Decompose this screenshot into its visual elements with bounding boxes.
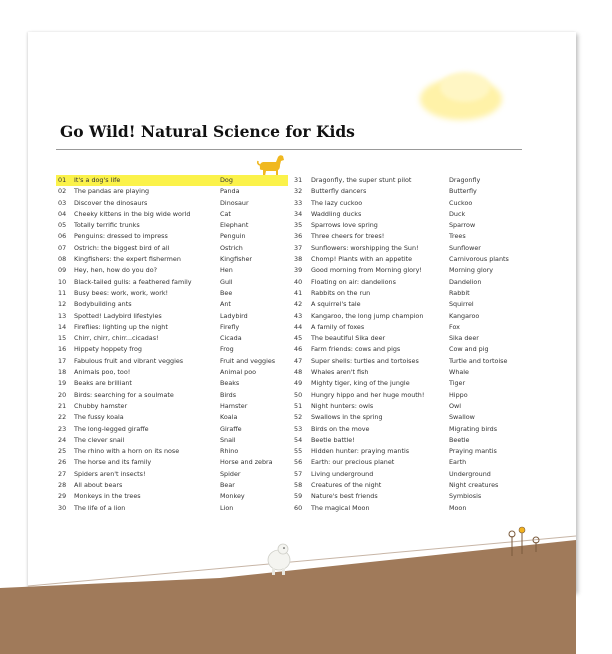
episode-animal: Sika deer bbox=[449, 334, 479, 343]
episode-animal: Ladybird bbox=[220, 311, 248, 320]
episode-title: Monkeys in the trees bbox=[74, 492, 141, 501]
episode-number: 51 bbox=[294, 401, 303, 410]
episode-title: The magical Moon bbox=[311, 503, 370, 512]
episode-animal: Dandelion bbox=[449, 277, 482, 286]
episode-title: Mighty tiger, king of the jungle bbox=[311, 379, 410, 388]
episode-title: The pandas are playing bbox=[74, 187, 150, 196]
episode-title: Beaks are brilliant bbox=[74, 379, 132, 388]
episode-title: Farm friends: cows and pigs bbox=[311, 345, 401, 354]
episode-animal: Elephant bbox=[220, 221, 249, 230]
plants-icon bbox=[504, 526, 548, 558]
episode-number: 30 bbox=[58, 503, 67, 512]
episode-title: Beetle battle! bbox=[311, 435, 355, 444]
episode-title: Waddling ducks bbox=[311, 209, 362, 218]
episode-number: 15 bbox=[58, 334, 67, 343]
episode-animal: Fruit and veggies bbox=[220, 356, 276, 365]
episode-title: Chomp! Plants with an appetite bbox=[311, 255, 413, 264]
episode-number: 38 bbox=[294, 255, 303, 264]
episode-title: Spiders aren't insects! bbox=[74, 469, 146, 478]
episode-title: A family of foxes bbox=[311, 322, 365, 331]
episode-number: 09 bbox=[58, 266, 67, 275]
episode-animal: Squirrel bbox=[449, 300, 474, 309]
episode-animal: Moon bbox=[449, 503, 467, 512]
episode-number: 20 bbox=[58, 390, 67, 399]
episode-animal: Earth bbox=[449, 458, 467, 467]
episode-animal: Duck bbox=[449, 209, 466, 218]
episode-number: 40 bbox=[294, 277, 303, 286]
episode-animal: Symbiosis bbox=[449, 492, 482, 501]
episode-title: Busy bees: work, work, work! bbox=[74, 288, 169, 297]
episode-animal: Firefly bbox=[220, 322, 240, 331]
episode-number: 47 bbox=[294, 356, 303, 365]
episode-number: 57 bbox=[294, 469, 303, 478]
episode-animal: Ant bbox=[220, 300, 231, 309]
episode-animal: Animal poo bbox=[220, 368, 257, 377]
episode-title: Hippety hoppety frog bbox=[74, 345, 142, 354]
episode-number: 24 bbox=[58, 435, 67, 444]
episode-animal: Cow and pig bbox=[449, 345, 489, 354]
episode-title: Three cheers for trees! bbox=[311, 232, 385, 241]
episode-number: 03 bbox=[58, 198, 67, 207]
episode-number: 21 bbox=[58, 401, 67, 410]
episode-title: Discover the dinosaurs bbox=[74, 198, 148, 207]
episode-number: 17 bbox=[58, 356, 67, 365]
episode-animal: Rhino bbox=[220, 447, 239, 456]
episode-title: All about bears bbox=[74, 481, 123, 490]
episode-title: Cheeky kittens in the big wide world bbox=[74, 209, 191, 218]
episode-title: Chirr, chirr, chirr...cicadas! bbox=[74, 334, 159, 343]
episode-number: 19 bbox=[58, 379, 67, 388]
episode-animal: Carnivorous plants bbox=[449, 255, 509, 264]
episode-number: 37 bbox=[294, 243, 303, 252]
episode-number: 28 bbox=[58, 481, 67, 490]
episode-animal: Turtle and tortoise bbox=[449, 356, 508, 365]
episode-title: Birds: searching for a soulmate bbox=[74, 390, 174, 399]
episode-animal: Cuckoo bbox=[449, 198, 473, 207]
episode-number: 59 bbox=[294, 492, 303, 501]
episode-title: Night hunters: owls bbox=[311, 401, 374, 410]
episode-title: Black-tailed gulls: a feathered family bbox=[74, 277, 192, 286]
episode-title: The life of a lion bbox=[74, 503, 126, 512]
episode-number: 45 bbox=[294, 334, 303, 343]
episode-title: Earth: our precious planet bbox=[311, 458, 395, 467]
episode-animal: Beetle bbox=[449, 435, 470, 444]
episode-animal: Hippo bbox=[449, 390, 468, 399]
sheep-icon bbox=[262, 540, 296, 578]
episode-animal: Swallow bbox=[449, 413, 475, 422]
episode-number: 52 bbox=[294, 413, 303, 422]
episode-number: 44 bbox=[294, 322, 303, 331]
episode-animal: Underground bbox=[449, 469, 491, 478]
episode-number: 12 bbox=[58, 300, 67, 309]
episode-number: 60 bbox=[294, 503, 303, 512]
episode-number: 35 bbox=[294, 221, 303, 230]
episode-title: Hungry hippo and her huge mouth! bbox=[311, 390, 425, 399]
episode-number: 58 bbox=[294, 481, 303, 490]
episode-animal: Sunflower bbox=[449, 243, 481, 252]
episode-number: 14 bbox=[58, 322, 67, 331]
episode-number: 29 bbox=[58, 492, 67, 501]
episode-title: Kangaroo, the long jump champion bbox=[311, 311, 424, 320]
episode-animal: Fox bbox=[449, 322, 460, 331]
episode-animal: Ostrich bbox=[220, 243, 243, 252]
page-title: Go Wild! Natural Science for Kids bbox=[60, 122, 355, 141]
episode-number: 05 bbox=[58, 221, 67, 230]
episode-number: 23 bbox=[58, 424, 67, 433]
episode-title: Sparrows love spring bbox=[311, 221, 378, 230]
episode-animal: Morning glory bbox=[449, 266, 494, 275]
episode-animal: Giraffe bbox=[220, 424, 242, 433]
episode-number: 06 bbox=[58, 232, 67, 241]
episode-title: Hidden hunter: praying mantis bbox=[311, 447, 410, 456]
episode-number: 41 bbox=[294, 288, 303, 297]
episode-number: 08 bbox=[58, 255, 67, 264]
episode-number: 50 bbox=[294, 390, 303, 399]
episode-animal: Owl bbox=[449, 401, 462, 410]
episode-title: Animals poo, too! bbox=[74, 368, 131, 377]
episode-animal: Whale bbox=[449, 368, 469, 377]
episode-animal: Dinosaur bbox=[220, 198, 249, 207]
episode-title: Fabulous fruit and vibrant veggies bbox=[74, 356, 184, 365]
episode-animal: Sparrow bbox=[449, 221, 476, 230]
episode-title: Bodybuilding ants bbox=[74, 300, 132, 309]
episode-animal: Dragonfly bbox=[449, 176, 481, 184]
episode-title: Creatures of the night bbox=[311, 481, 382, 490]
episode-animal: Penguin bbox=[220, 232, 246, 241]
episode-number: 10 bbox=[58, 277, 67, 286]
episode-title: The beautiful Sika deer bbox=[311, 334, 386, 343]
episode-number: 55 bbox=[294, 447, 303, 456]
episode-title: Living underground bbox=[311, 469, 374, 478]
episode-number: 31 bbox=[294, 176, 303, 184]
episode-title: Floating on air: dandelions bbox=[311, 277, 396, 286]
episode-number: 22 bbox=[58, 413, 67, 422]
episode-number: 01 bbox=[58, 176, 67, 184]
episode-title: The long-legged giraffe bbox=[74, 424, 149, 433]
episode-animal: Migrating birds bbox=[449, 424, 498, 433]
episode-number: 11 bbox=[58, 288, 67, 297]
episode-animal: Cicada bbox=[220, 334, 242, 343]
episode-number: 39 bbox=[294, 266, 303, 275]
episode-number: 18 bbox=[58, 368, 67, 377]
episode-title: Kingfishers: the expert fishermen bbox=[74, 255, 181, 264]
episode-title: Chubby hamster bbox=[74, 401, 128, 410]
episode-animal: Butterfly bbox=[449, 187, 477, 196]
episode-animal: Monkey bbox=[220, 492, 245, 501]
episode-title: The lazy cuckoo bbox=[311, 198, 363, 207]
episode-title: Dragonfly, the super stunt pilot bbox=[311, 176, 412, 184]
episode-title: The rhino with a horn on its nose bbox=[74, 447, 180, 456]
episode-animal: Dog bbox=[220, 176, 233, 184]
episode-animal: Hamster bbox=[220, 401, 248, 410]
episode-animal: Lion bbox=[220, 503, 234, 512]
episode-animal: Gull bbox=[220, 277, 233, 286]
episode-animal: Night creatures bbox=[449, 481, 499, 490]
episode-animal: Panda bbox=[220, 187, 240, 196]
episode-animal: Trees bbox=[449, 232, 466, 241]
episode-number: 13 bbox=[58, 311, 67, 320]
episode-title: Birds on the move bbox=[311, 424, 370, 433]
episode-number: 56 bbox=[294, 458, 303, 467]
episode-animal: Cat bbox=[220, 209, 231, 218]
episode-animal: Birds bbox=[220, 390, 237, 399]
episode-number: 27 bbox=[58, 469, 67, 478]
episode-animal: Frog bbox=[220, 345, 234, 354]
episode-title: Penguins: dressed to impress bbox=[74, 232, 168, 241]
episode-title: Sunflowers: worshipping the Sun! bbox=[311, 243, 419, 252]
episode-title: A squirrel's tale bbox=[311, 300, 361, 309]
episode-title: Ostrich: the biggest bird of all bbox=[74, 243, 170, 252]
episode-title: The fussy koala bbox=[74, 413, 124, 422]
episode-animal: Koala bbox=[220, 413, 238, 422]
episode-title: Totally terrific trunks bbox=[74, 221, 140, 230]
episode-title: Swallows in the spring bbox=[311, 413, 383, 422]
episode-animal: Beaks bbox=[220, 379, 240, 388]
episode-title: Nature's best friends bbox=[311, 492, 378, 501]
episode-animal: Rabbit bbox=[449, 288, 470, 297]
episode-title: The clever snail bbox=[74, 435, 125, 444]
episode-number: 25 bbox=[58, 447, 67, 456]
episode-title: Hey, hen, how do you do? bbox=[74, 266, 158, 275]
episode-animal: Horse and zebra bbox=[220, 458, 273, 467]
episode-number: 54 bbox=[294, 435, 303, 444]
episode-title: The horse and its family bbox=[74, 458, 152, 467]
episode-animal: Tiger bbox=[449, 379, 466, 388]
episode-number: 32 bbox=[294, 187, 303, 196]
episode-number: 36 bbox=[294, 232, 303, 241]
episode-title: Rabbits on the run bbox=[311, 288, 371, 297]
episode-animal: Kingfisher bbox=[220, 255, 253, 264]
episode-number: 48 bbox=[294, 368, 303, 377]
episode-title: Whales aren't fish bbox=[311, 368, 369, 377]
episode-number: 04 bbox=[58, 209, 67, 218]
episode-animal: Praying mantis bbox=[449, 447, 497, 456]
episode-animal: Bear bbox=[220, 481, 235, 490]
episode-title: Good morning from Morning glory! bbox=[311, 266, 422, 275]
episode-title: Super shells: turtles and tortoises bbox=[311, 356, 419, 365]
episode-animal: Bee bbox=[220, 288, 233, 297]
episode-number: 16 bbox=[58, 345, 67, 354]
episode-number: 43 bbox=[294, 311, 303, 320]
episode-animal: Hen bbox=[220, 266, 233, 275]
episode-title: Fireflies: lighting up the night bbox=[74, 322, 168, 331]
episode-animal: Kangaroo bbox=[449, 311, 480, 320]
episode-number: 26 bbox=[58, 458, 67, 467]
episode-number: 02 bbox=[58, 187, 67, 196]
episode-title: Butterfly dancers bbox=[311, 187, 367, 196]
episode-animal: Spider bbox=[220, 469, 241, 478]
episode-animal: Snail bbox=[220, 435, 236, 444]
episode-title: Spotted! Ladybird lifestyles bbox=[74, 311, 162, 320]
episode-number: 46 bbox=[294, 345, 303, 354]
episode-number: 42 bbox=[294, 300, 303, 309]
episode-number: 07 bbox=[58, 243, 67, 252]
episode-number: 49 bbox=[294, 379, 303, 388]
episode-number: 33 bbox=[294, 198, 303, 207]
episode-number: 34 bbox=[294, 209, 303, 218]
episode-number: 53 bbox=[294, 424, 303, 433]
episode-title: It's a dog's life bbox=[74, 176, 121, 184]
